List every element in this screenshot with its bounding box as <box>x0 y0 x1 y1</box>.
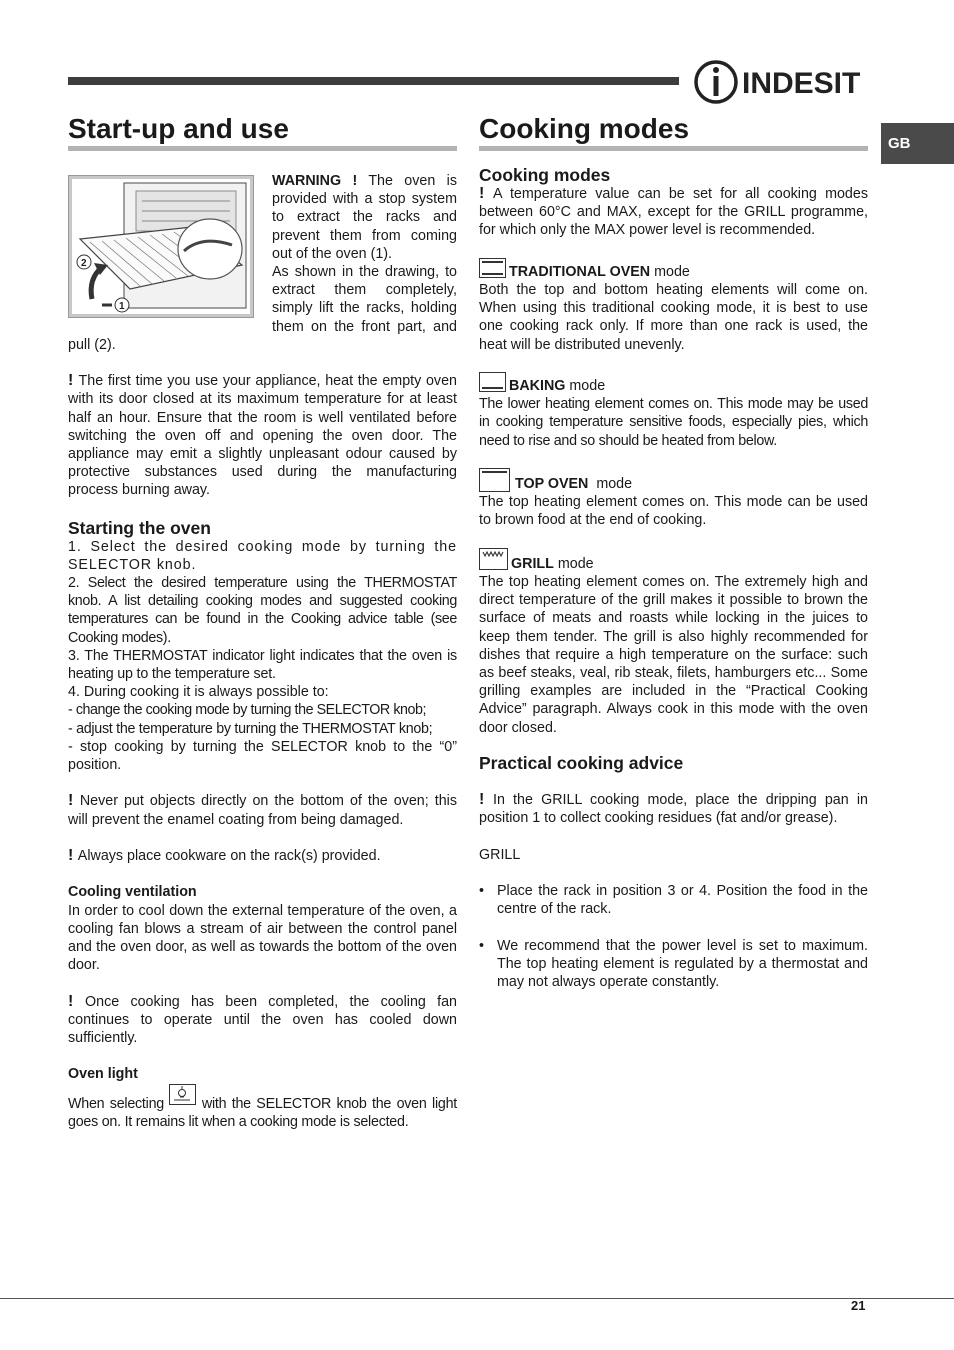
grill-icon <box>479 548 508 570</box>
cooling-text: In order to cool down the external temperature of the oven, a cooling fan blows a stream of air between the control panel and the oven door, as well as towards the bottom of the oven door. <box>68 902 457 974</box>
mode-grill: GRILL mode The top heating element comes on. The extremely high and direct temperature of the grill makes it possible to brown the surface of meats and roasts while locking in the juices to keep them tender. The grill is also highly recommended for dishes that require a high temperature on the surface: such as beef steaks, veal, rib steak, filets, hamburgers etc... Some grilling examples are included in the “Practical Cooking Advice” paragraph. Always cook in this mode with the oven door closed. <box>479 548 868 737</box>
cooking-modes-intro: ! A temperature value can be set for all cooking modes between 60°C and MAX, except for the GRILL programme, for which only the MAX power level is recommended. <box>479 185 868 239</box>
cooking-modes-subheading: Cooking modes <box>479 165 611 185</box>
mode-description: Both the top and bottom heating elements will come on. When using this traditional cooking mode, it is best to use one cooking rack only. If more than one rack is used, the heat will be distributed unevenly. <box>479 282 868 353</box>
step-1: 1. Select the desired cooking mode by turning the SELECTOR knob. <box>68 538 457 573</box>
section-title-startup: Start-up and use <box>68 112 457 151</box>
extraction-paragraph: As shown in the drawing, to extract them completely, simply lift the racks, holding them on the front part, and pull (2). <box>68 264 457 353</box>
exclamation-icon: ! <box>68 792 80 810</box>
bullet-dot: • <box>479 937 485 954</box>
grill-label: GRILL <box>479 846 521 863</box>
figure-label-2: 2 <box>81 258 87 269</box>
mode-description: The lower heating element comes on. This mode may be used in cooking temperature sensitive foods, especially pies, which need to rise and so should be heated from below. <box>479 396 868 449</box>
starting-oven-heading: Starting the oven <box>68 517 211 538</box>
never-put-note: ! Never put objects directly on the bottom of the oven; this will prevent the enamel coating from being damaged. <box>68 792 457 828</box>
indesit-logo <box>694 58 870 106</box>
left-column <box>68 112 457 1131</box>
step-3: 3. The THERMOSTAT indicator light indicates that the oven is heating up to the temperature set. <box>68 647 457 683</box>
right-column <box>479 112 868 991</box>
bullet-dot: • <box>479 883 485 899</box>
exclamation-icon: ! <box>68 372 79 390</box>
oven-light-text: When selecting with the SELECTOR knob the oven light goes on. It remains lit when a cooking mode is selected. <box>68 1084 457 1131</box>
warning-label: WARNING ! <box>272 173 358 189</box>
header-rule <box>68 77 679 85</box>
section-title-cooking-modes: Cooking modes <box>479 112 868 151</box>
cookware-note: ! Always place cookware on the rack(s) provided. <box>68 847 381 865</box>
language-tab[interactable]: GB <box>881 123 954 164</box>
practical-advice-heading: Practical cooking advice <box>479 752 684 773</box>
cooling-note: ! Once cooking has been completed, the cooling fan continues to operate until the oven has cooled down sufficiently. <box>68 992 457 1047</box>
step-2: 2. Select the desired temperature using the THERMOSTAT knob. A list detailing cooking modes and suggested cooking temperatures can be found in the Cooking advice table (see Cooking modes). <box>68 575 457 646</box>
figure-label-1: 1 <box>119 301 125 312</box>
warning-text: The oven is provided with a stop system to extract the racks and prevent them from coming out of the oven (1). <box>272 173 457 262</box>
advice-bullet: • Place the rack in position 3 or 4. Position the food in the centre of the rack. <box>479 883 868 918</box>
baking-icon <box>479 372 506 392</box>
traditional-oven-icon <box>479 258 506 278</box>
advice-bullet: • We recommend that the power level is set to maximum. The top heating element is regulated by a thermostat and may not always operate constantly. <box>479 937 868 990</box>
mode-top-oven: TOP OVEN mode The top heating element comes on. This mode can be used to brown food at the end of cooking. <box>479 468 868 530</box>
mode-traditional-oven: TRADITIONAL OVEN mode Both the top and bottom heating elements will come on. When using this traditional cooking mode, it is best to use one cooking rack only. If more than one rack is used, the heat will be distributed unevenly. <box>479 258 868 354</box>
oven-lamp-icon <box>169 1084 196 1105</box>
exclamation-icon: ! <box>68 992 86 1010</box>
mode-description: The top heating element comes on. This mode can be used to brown food at the end of cooking. <box>479 494 868 529</box>
first-use-note: ! The first time you use your appliance, heat the empty oven with its door closed at its maximum temperature for at least half an hour. Ensure that the room is well ventilated before switching the oven off and opening the oven door. The appliance may emit a slightly unpleasant odour caused by protective substances used during the manufacturing process burning away. <box>68 372 457 499</box>
cooling-heading: Cooling ventilation <box>68 884 197 901</box>
step-4c: - stop cooking by turning the SELECTOR knob to the “0” position. <box>68 738 457 774</box>
exclamation-icon: ! <box>479 185 493 202</box>
page-number: 21 <box>851 1298 866 1313</box>
step-4a: - change the cooking mode by turning the SELECTOR knob; <box>68 702 427 719</box>
step-4b: - adjust the temperature by turning the THERMOSTAT knob; <box>68 720 433 737</box>
step-4: 4. During cooking it is always possible to: <box>68 684 329 701</box>
advice-intro: ! In the GRILL cooking mode, place the dripping pan in position 1 to collect cooking residues (fat and/or grease). <box>479 791 868 827</box>
mode-baking: BAKING mode The lower heating element comes on. This mode may be used in cooking temperature sensitive foods, especially pies, which need to rise and so should be heated from below. <box>479 372 868 450</box>
oven-light-heading: Oven light <box>68 1066 138 1083</box>
top-oven-icon <box>479 468 510 492</box>
exclamation-icon: ! <box>479 791 493 809</box>
exclamation-icon: ! <box>68 847 78 865</box>
footer-rule <box>0 1298 954 1299</box>
mode-description: The top heating element comes on. The extremely high and direct temperature of the grill makes it possible to brown the surface of meats and roasts while locking in the juices to keep them tender. The grill is also highly recommended for dishes that require a high temperature on the surface: such as beef steaks, veal, rib steak, filets, hamburgers etc... Some grilling examples are included in the “Practical Cooking Advice” paragraph. Always cook in this mode with the oven door closed. <box>479 574 868 736</box>
rack-extraction-illustration <box>68 175 254 318</box>
svg-text:INDESIT: INDESIT <box>742 67 861 100</box>
